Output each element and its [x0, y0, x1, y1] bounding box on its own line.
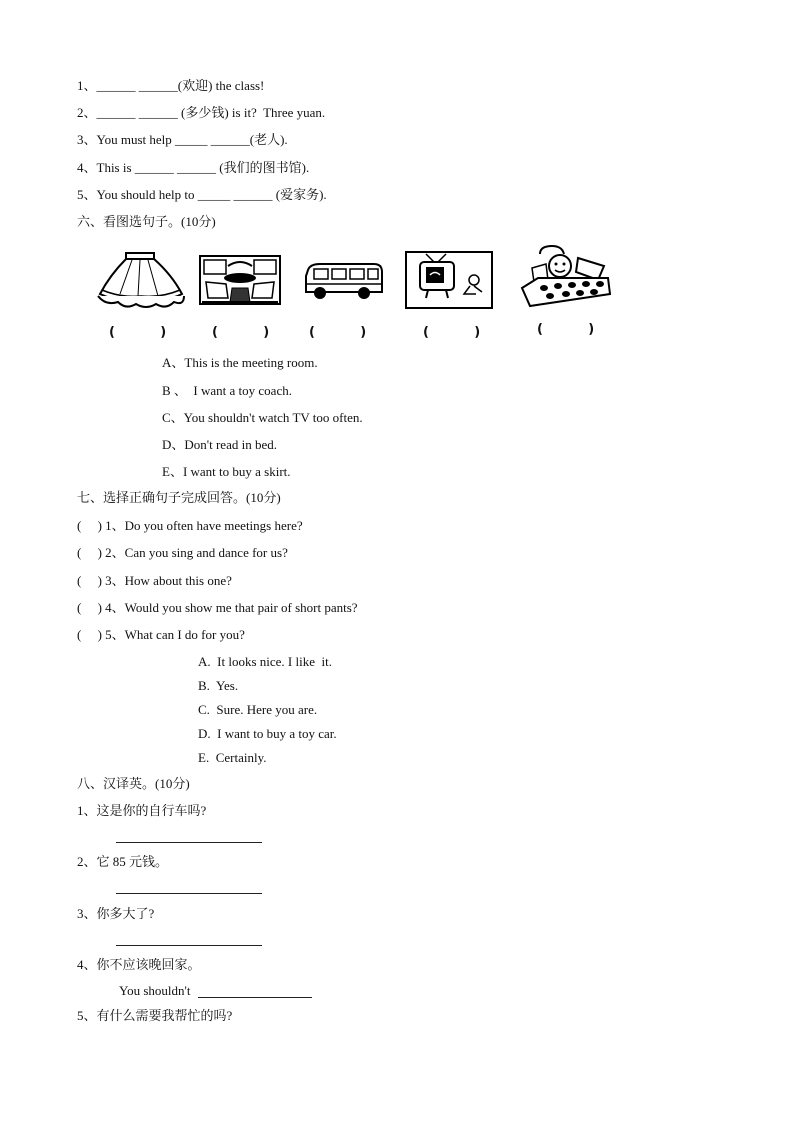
- option-c: C、You shouldn't watch TV too often.: [162, 410, 363, 425]
- answer-line-3[interactable]: [116, 945, 262, 946]
- section7-title: 七、选择正确句子完成回答。(10分): [77, 490, 281, 505]
- fill-item-5: 5、You should help to _____ ______ (爱家务).: [77, 187, 327, 202]
- option-e: E、I want to buy a skirt.: [162, 464, 291, 479]
- question-3: ( ) 3、How about this one?: [77, 573, 232, 588]
- tv-icon: [404, 250, 494, 310]
- toy-coach-icon: [302, 262, 384, 302]
- read-in-bed-icon: [518, 244, 614, 310]
- question-5: ( ) 5、What can I do for you?: [77, 627, 245, 642]
- picture-3-answer-blank[interactable]: ( ): [309, 325, 367, 340]
- fill-item-4: 4、This is ______ ______ (我们的图书馆).: [77, 160, 310, 175]
- question-1: ( ) 1、Do you often have meetings here?: [77, 518, 303, 533]
- section8-title: 八、汉译英。(10分): [77, 776, 190, 791]
- translate-item-2: 2、它 85 元钱。: [77, 854, 169, 869]
- translate-item-1: 1、这是你的自行车吗?: [77, 803, 207, 818]
- meeting-room-icon: [198, 254, 282, 306]
- picture-4-answer-blank[interactable]: ( ): [423, 325, 481, 340]
- answer-line-4[interactable]: [198, 997, 312, 998]
- answer-e: E. Certainly.: [198, 750, 267, 765]
- answer-d: D. I want to buy a toy car.: [198, 726, 337, 741]
- answer-c: C. Sure. Here you are.: [198, 702, 318, 717]
- answer-a: A. It looks nice. I like it.: [198, 654, 332, 669]
- fill-item-2: 2、______ ______ (多少钱) is it? Three yuan.: [77, 105, 326, 120]
- picture-5-answer-blank[interactable]: ( ): [537, 322, 595, 337]
- answer-line-2[interactable]: [116, 893, 262, 894]
- picture-2-answer-blank[interactable]: ( ): [212, 325, 270, 340]
- translate-item-4: 4、你不应该晚回家。: [77, 957, 201, 972]
- section6-title: 六、看图选句子。(10分): [77, 214, 216, 229]
- answer-line-1[interactable]: [116, 842, 262, 843]
- option-b: B 、 I want a toy coach.: [162, 383, 292, 398]
- option-a: A、This is the meeting room.: [162, 355, 318, 370]
- translate-item-5: 5、有什么需要我帮忙的吗?: [77, 1008, 233, 1023]
- translate-item-3: 3、你多大了?: [77, 906, 155, 921]
- translate-hint-4: You shouldn't: [119, 983, 191, 998]
- fill-item-1: 1、______ ______(欢迎) the class!: [77, 78, 265, 93]
- question-4: ( ) 4、Would you show me that pair of short pants?: [77, 600, 358, 615]
- fill-item-3: 3、You must help _____ ______(老人).: [77, 132, 288, 147]
- question-2: ( ) 2、Can you sing and dance for us?: [77, 545, 288, 560]
- skirt-icon: [96, 250, 186, 312]
- answer-b: B. Yes.: [198, 678, 239, 693]
- option-d: D、Don't read in bed.: [162, 437, 277, 452]
- picture-1-answer-blank[interactable]: ( ): [109, 325, 167, 340]
